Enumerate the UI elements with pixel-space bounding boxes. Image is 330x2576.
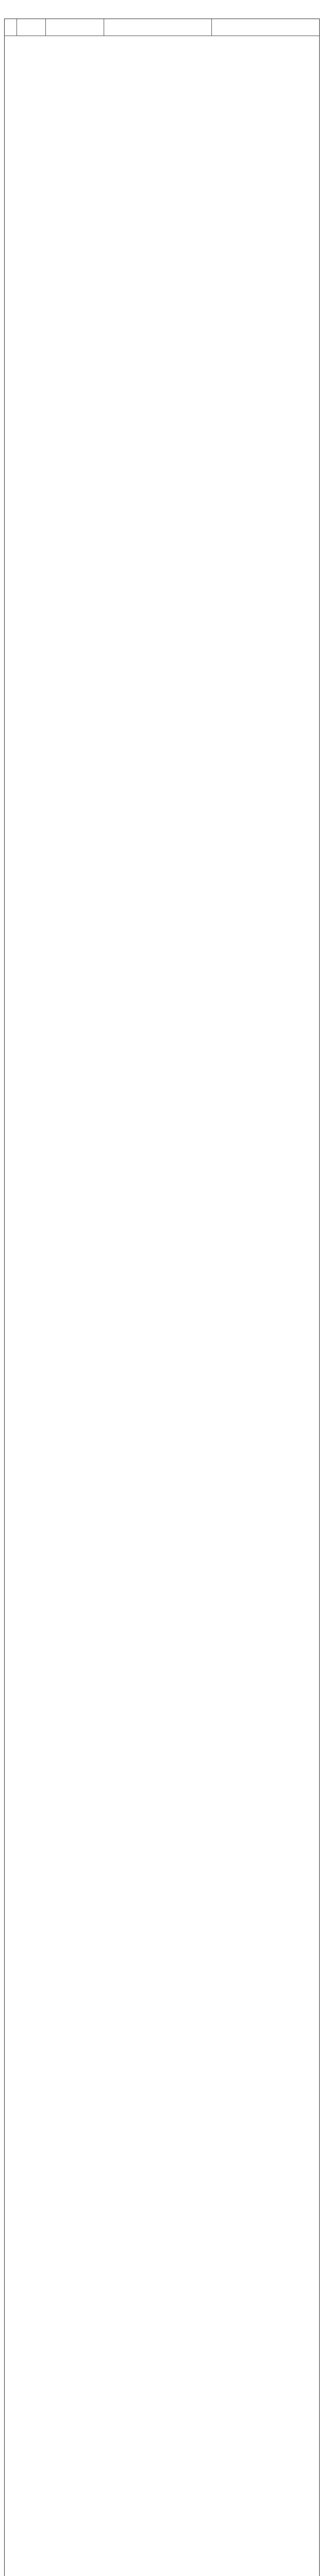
header-cell-col3 xyxy=(104,19,211,36)
table-title xyxy=(0,0,330,18)
header-row xyxy=(5,19,319,36)
header-cell-index xyxy=(5,19,17,36)
data-table xyxy=(4,19,320,2576)
header-cell-col4 xyxy=(212,19,319,36)
header-cell-station xyxy=(46,19,105,36)
header-cell-city xyxy=(17,19,46,36)
